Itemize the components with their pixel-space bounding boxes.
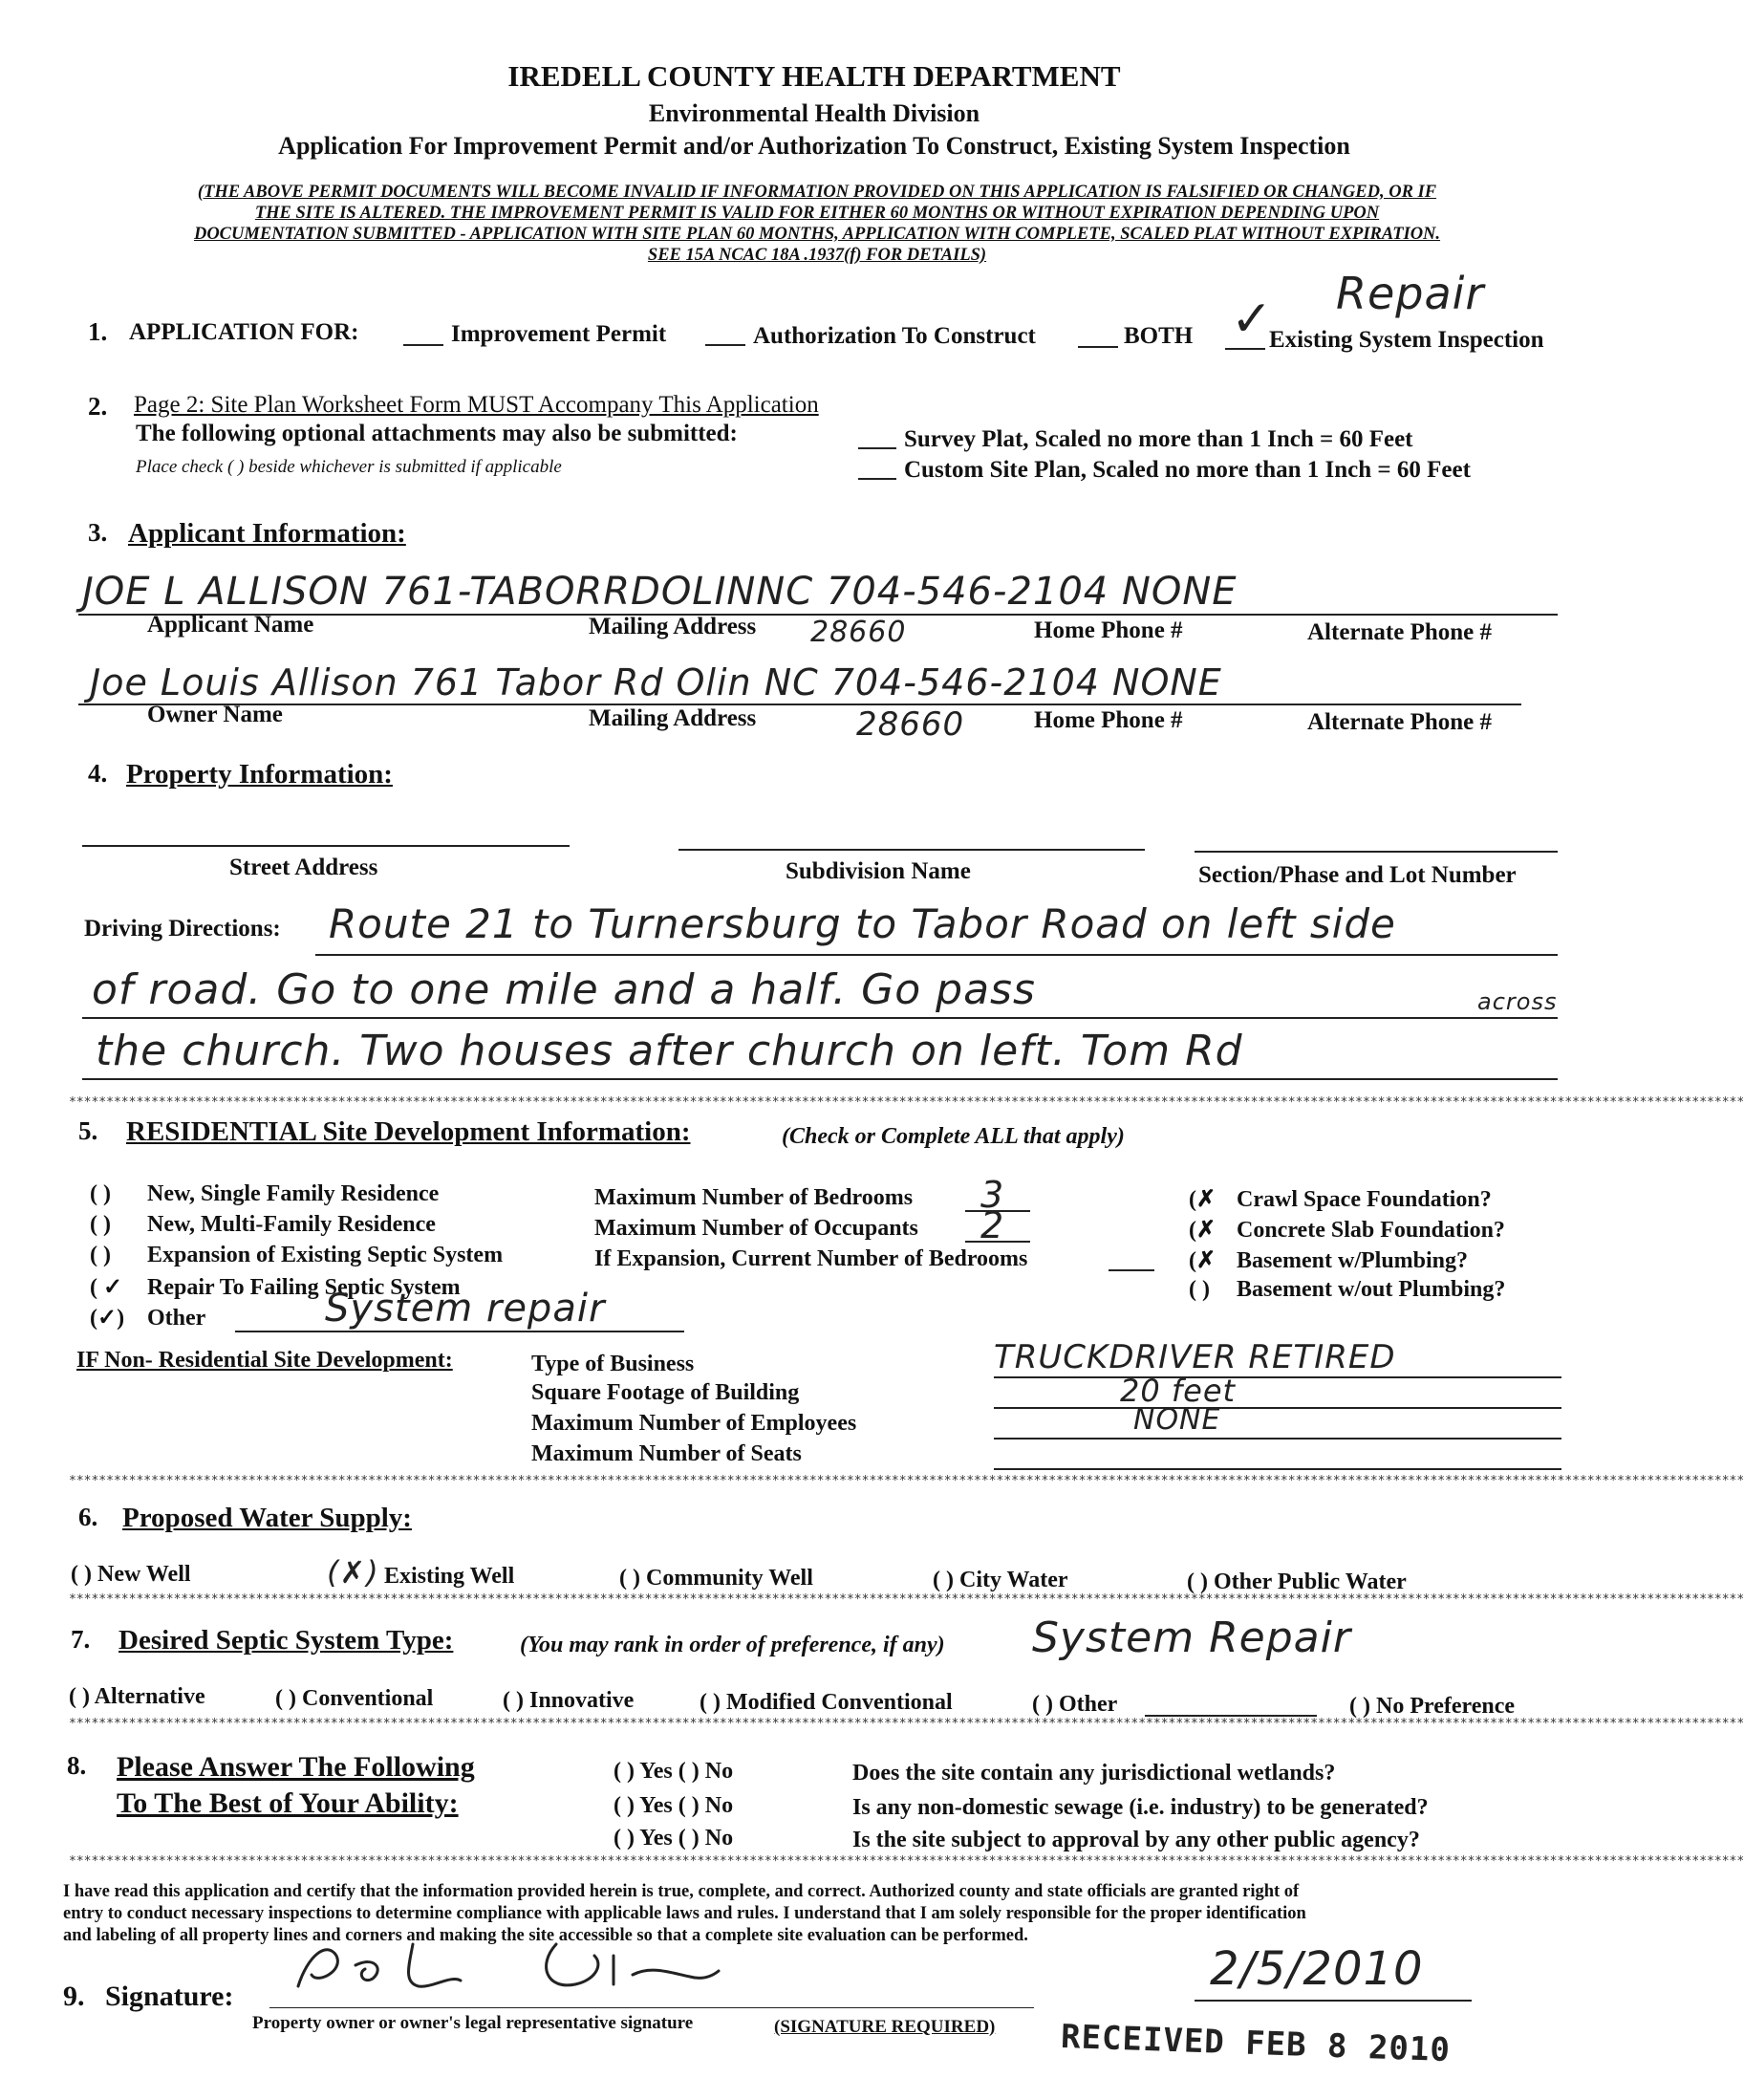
survey-plat-option[interactable]: Survey Plat, Scaled no more than 1 Inch = 60 Feet <box>904 426 1413 452</box>
modified-conventional-option[interactable]: ( ) Modified Conventional <box>700 1690 953 1715</box>
option-label: New, Multi-Family Residence <box>147 1212 436 1237</box>
form-title: Application For Improvement Permit and/or Authorization To Construct, Existing System Inspection <box>278 132 1350 160</box>
no-preference-option[interactable]: ( ) No Preference <box>1349 1694 1516 1719</box>
residential-site-title: RESIDENTIAL Site Development Information: <box>126 1116 691 1147</box>
rank-note: (You may rank in order of preference, if any) <box>520 1633 945 1657</box>
checkbox[interactable]: (✗ <box>1189 1218 1216 1243</box>
directions-underline <box>82 1017 1558 1019</box>
alternative-option[interactable]: ( ) Alternative <box>69 1684 205 1709</box>
checkbox[interactable]: (✓) <box>90 1306 125 1331</box>
section-lot-label: Section/Phase and Lot Number <box>1198 862 1517 888</box>
signature-required: (SIGNATURE REQUIRED) <box>774 2017 996 2037</box>
directions-line-3: the church. Two houses after church on left. Tom Rd <box>96 1027 1243 1075</box>
checkbox[interactable]: (✗ <box>1189 1187 1216 1212</box>
directions-underline <box>315 954 1558 956</box>
blank-line[interactable] <box>858 478 896 480</box>
other-line <box>235 1331 684 1332</box>
sqft-line <box>994 1407 1561 1409</box>
checkbox[interactable]: (✗ <box>1189 1248 1216 1273</box>
driving-directions-label: Driving Directions: <box>84 916 281 942</box>
answer-title-2: To The Best of Your Ability: <box>117 1787 459 1819</box>
checkbox[interactable]: ( ) <box>90 1212 111 1237</box>
section-9-number: 9. <box>63 1981 85 2012</box>
applicant-name-label: Applicant Name <box>147 612 314 638</box>
existing-well-mark[interactable]: (✗) <box>327 1554 379 1591</box>
city-water-option[interactable]: ( ) City Water <box>933 1568 1068 1592</box>
innovative-option[interactable]: ( ) Innovative <box>503 1688 635 1713</box>
type-business-label: Type of Business <box>531 1352 695 1376</box>
option-label: Crawl Space Foundation? <box>1237 1187 1492 1212</box>
agency-question: Is the site subject to approval by any other public agency? <box>852 1828 1420 1852</box>
check-mark: ✓ <box>1231 291 1274 348</box>
business-handwritten: TRUCKDRIVER RETIRED <box>994 1338 1396 1376</box>
seats-line[interactable] <box>994 1468 1561 1470</box>
applicant-info-title: Applicant Information: <box>128 518 406 549</box>
home-phone-label: Home Phone # <box>1034 707 1183 733</box>
owner-handwritten: Joe Louis Allison 761 Tabor Rd Olin NC 704-546-2104 NONE <box>90 661 1222 704</box>
list-item[interactable] <box>1189 1216 1505 1246</box>
star-divider: ******************************************************************************************************************************************************************************************************************************** <box>69 1592 1744 1607</box>
square-footage-label: Square Footage of Building <box>531 1380 800 1405</box>
option-label: New, Single Family Residence <box>147 1181 440 1206</box>
septic-type-title: Desired Septic System Type: <box>118 1625 454 1656</box>
bedrooms-handwritten: 3 <box>980 1174 1005 1216</box>
option-label: Concrete Slab Foundation? <box>1237 1218 1505 1243</box>
blank-line[interactable] <box>858 447 896 449</box>
home-phone-label: Home Phone # <box>1034 617 1183 643</box>
section-2-number: 2. <box>88 392 108 421</box>
section-4-number: 4. <box>88 759 108 788</box>
star-divider: ******************************************************************************************************************************************************************************************************************************** <box>69 1095 1744 1110</box>
both-option[interactable]: BOTH <box>1124 323 1194 349</box>
option-label: Expansion of Existing Septic System <box>147 1243 504 1267</box>
signature-line[interactable] <box>269 2007 1034 2008</box>
answer-title-1: Please Answer The Following <box>117 1751 475 1783</box>
community-well-option[interactable]: ( ) Community Well <box>619 1566 813 1591</box>
site-plan-title: Page 2: Site Plan Worksheet Form MUST Accompany This Application <box>134 392 819 418</box>
septic-handwritten: System Repair <box>1032 1613 1351 1662</box>
disclaimer-line: DOCUMENTATION SUBMITTED - APPLICATION WITH SITE PLAN 60 MONTHS, APPLICATION WITH COMPLETE, SCALED PLAT WITHOUT EXPIRATION. <box>193 225 1441 244</box>
list-item[interactable] <box>90 1243 503 1273</box>
yes-no-choice[interactable]: ( ) Yes ( ) No <box>614 1826 734 1851</box>
sewage-question: Is any non-domestic sewage (i.e. industry) to be generated? <box>852 1795 1429 1820</box>
directions-across: across <box>1477 988 1558 1015</box>
date-line <box>1195 2000 1472 2002</box>
blank-line <box>705 344 745 346</box>
option-label: Repair To Failing Septic System <box>147 1275 461 1300</box>
section-lot-line[interactable] <box>1195 851 1558 853</box>
checkbox[interactable]: ( ) <box>1189 1277 1210 1302</box>
star-divider: ******************************************************************************************************************************************************************************************************************************** <box>69 1854 1744 1869</box>
owner-zip: 28660 <box>856 705 965 744</box>
max-seats-label: Maximum Number of Seats <box>531 1441 802 1466</box>
blank-line <box>403 344 443 346</box>
blank-line <box>1225 348 1265 350</box>
subdivision-name-label: Subdivision Name <box>786 858 971 884</box>
occupants-line <box>965 1241 1030 1243</box>
property-info-title: Property Information: <box>126 759 393 790</box>
blank-line <box>1078 346 1118 348</box>
directions-line-2: of road. Go to one mile and a half. Go pass <box>92 965 1036 1014</box>
department-title: IREDELL COUNTY HEALTH DEPARTMENT <box>507 59 1121 93</box>
section-5-number: 5. <box>78 1116 98 1145</box>
received-stamp: RECEIVED FEB 8 2010 <box>1060 2017 1452 2070</box>
non-residential-label: IF Non- Residential Site Development: <box>76 1348 453 1373</box>
other-septic-option[interactable]: ( ) Other <box>1032 1692 1118 1717</box>
application-for-label: APPLICATION FOR: <box>129 319 359 345</box>
employees-line <box>994 1438 1561 1440</box>
star-divider: ******************************************************************************************************************************************************************************************************************************** <box>69 1717 1744 1731</box>
section-3-number: 3. <box>88 518 108 547</box>
certification-line: and labeling of all property lines and corners and making the site accessible so that a complete site evaluation can be performed. <box>63 1926 1028 1945</box>
owner-signature <box>269 1927 728 2003</box>
improvement-permit-option[interactable]: Improvement Permit <box>451 321 667 347</box>
max-occupants-label: Maximum Number of Occupants <box>594 1216 918 1241</box>
new-well-option[interactable]: ( ) New Well <box>71 1562 191 1587</box>
checkbox[interactable]: ( ✓ <box>90 1275 123 1300</box>
handwritten-repair: Repair <box>1336 268 1485 319</box>
existing-well-option[interactable]: Existing Well <box>384 1564 515 1589</box>
subdivision-line[interactable] <box>678 849 1145 851</box>
expansion-line[interactable] <box>1109 1269 1154 1271</box>
occupants-handwritten: 2 <box>980 1204 1005 1246</box>
section-6-number: 6. <box>78 1503 98 1531</box>
sqft-handwritten: 20 feet <box>1120 1373 1237 1409</box>
mailing-address-label: Mailing Address <box>589 614 757 639</box>
max-employees-label: Maximum Number of Employees <box>531 1411 857 1436</box>
foundation-list <box>1189 1185 1505 1308</box>
water-supply-title: Proposed Water Supply: <box>122 1503 412 1533</box>
signature-date: 2/5/2010 <box>1210 1942 1424 1996</box>
option-label: Basement w/Plumbing? <box>1237 1248 1469 1273</box>
wetlands-question: Does the site contain any jurisdictional wetlands? <box>852 1761 1336 1786</box>
directions-line-1: Route 21 to Turnersburg to Tabor Road on left side <box>329 900 1396 947</box>
custom-site-plan-option[interactable]: Custom Site Plan, Scaled no more than 1 Inch = 60 Feet <box>904 457 1471 483</box>
checkbox[interactable]: ( ) <box>90 1243 111 1267</box>
certification-line: I have read this application and certify that the information provided herein is true, complete, and correct. Authorized county and state officials are granted right of <box>63 1882 1300 1901</box>
conventional-option[interactable]: ( ) Conventional <box>275 1686 434 1711</box>
disclaimer-line: THE SITE IS ALTERED. THE IMPROVEMENT PERMIT IS VALID FOR EITHER 60 MONTHS OR WITHOUT EXPIRATION DEPENDING UPON <box>254 204 1380 223</box>
authorization-option[interactable]: Authorization To Construct <box>753 323 1036 349</box>
street-address-line[interactable] <box>82 845 570 847</box>
section-8-number: 8. <box>67 1751 87 1780</box>
employees-handwritten: NONE <box>1133 1403 1221 1437</box>
yes-no-choice[interactable]: ( ) Yes ( ) No <box>614 1793 734 1818</box>
owner-name-label: Owner Name <box>147 702 283 727</box>
owner-line <box>78 704 1521 705</box>
mailing-address-label: Mailing Address <box>589 705 757 731</box>
signature-label: Signature: <box>105 1981 234 2012</box>
disclaimer-line: (THE ABOVE PERMIT DOCUMENTS WILL BECOME INVALID IF INFORMATION PROVIDED ON THIS APPLICATION IS FALSIFIED OR CHANGED, OR IF <box>197 183 1437 202</box>
existing-system-option[interactable]: Existing System Inspection <box>1269 327 1544 353</box>
disclaimer <box>57 182 1577 266</box>
applicant-zip: 28660 <box>810 616 907 649</box>
street-address-label: Street Address <box>229 855 378 880</box>
place-check-note: Place check ( ) beside whichever is submitted if applicable <box>136 457 562 477</box>
list-item[interactable] <box>90 1181 503 1212</box>
directions-underline <box>82 1078 1558 1080</box>
option-label: Basement w/out Plumbing? <box>1237 1277 1506 1302</box>
other-public-water-option[interactable]: ( ) Other Public Water <box>1187 1570 1407 1594</box>
checkbox[interactable]: ( ) <box>90 1181 111 1206</box>
alternate-phone-label: Alternate Phone # <box>1307 619 1493 645</box>
division-title: Environmental Health Division <box>648 99 980 127</box>
yes-no-choice[interactable]: ( ) Yes ( ) No <box>614 1759 734 1784</box>
expansion-bedrooms-label: If Expansion, Current Number of Bedrooms <box>594 1246 1028 1271</box>
check-all-note: (Check or Complete ALL that apply) <box>782 1124 1125 1149</box>
certification-line: entry to conduct necessary inspections to determine compliance with applicable laws and rules. I understand that I am solely responsible for the proper identification <box>63 1904 1306 1923</box>
other-handwritten: System repair <box>325 1287 606 1331</box>
alternate-phone-label: Alternate Phone # <box>1307 709 1493 735</box>
section-7-number: 7. <box>71 1625 91 1654</box>
section-1-number: 1. <box>88 317 108 346</box>
signature-caption: Property owner or owner's legal representative signature <box>252 2013 694 2033</box>
disclaimer-line: SEE 15A NCAC 18A .1937(f) FOR DETAILS) <box>647 246 987 265</box>
optional-attachments-label: The following optional attachments may also be submitted: <box>136 421 738 446</box>
applicant-handwritten: JOE L ALLISON 761-TABORRDOLINNC 704-546-2104 NONE <box>82 570 1238 614</box>
option-label: Other <box>147 1306 206 1331</box>
star-divider: ******************************************************************************************************************************************************************************************************************************** <box>69 1474 1744 1488</box>
max-bedrooms-label: Maximum Number of Bedrooms <box>594 1185 914 1210</box>
list-item[interactable] <box>90 1212 503 1243</box>
business-line <box>994 1376 1561 1378</box>
list-item[interactable] <box>1189 1185 1505 1216</box>
list-item[interactable] <box>1189 1277 1505 1308</box>
list-item[interactable] <box>1189 1246 1505 1277</box>
